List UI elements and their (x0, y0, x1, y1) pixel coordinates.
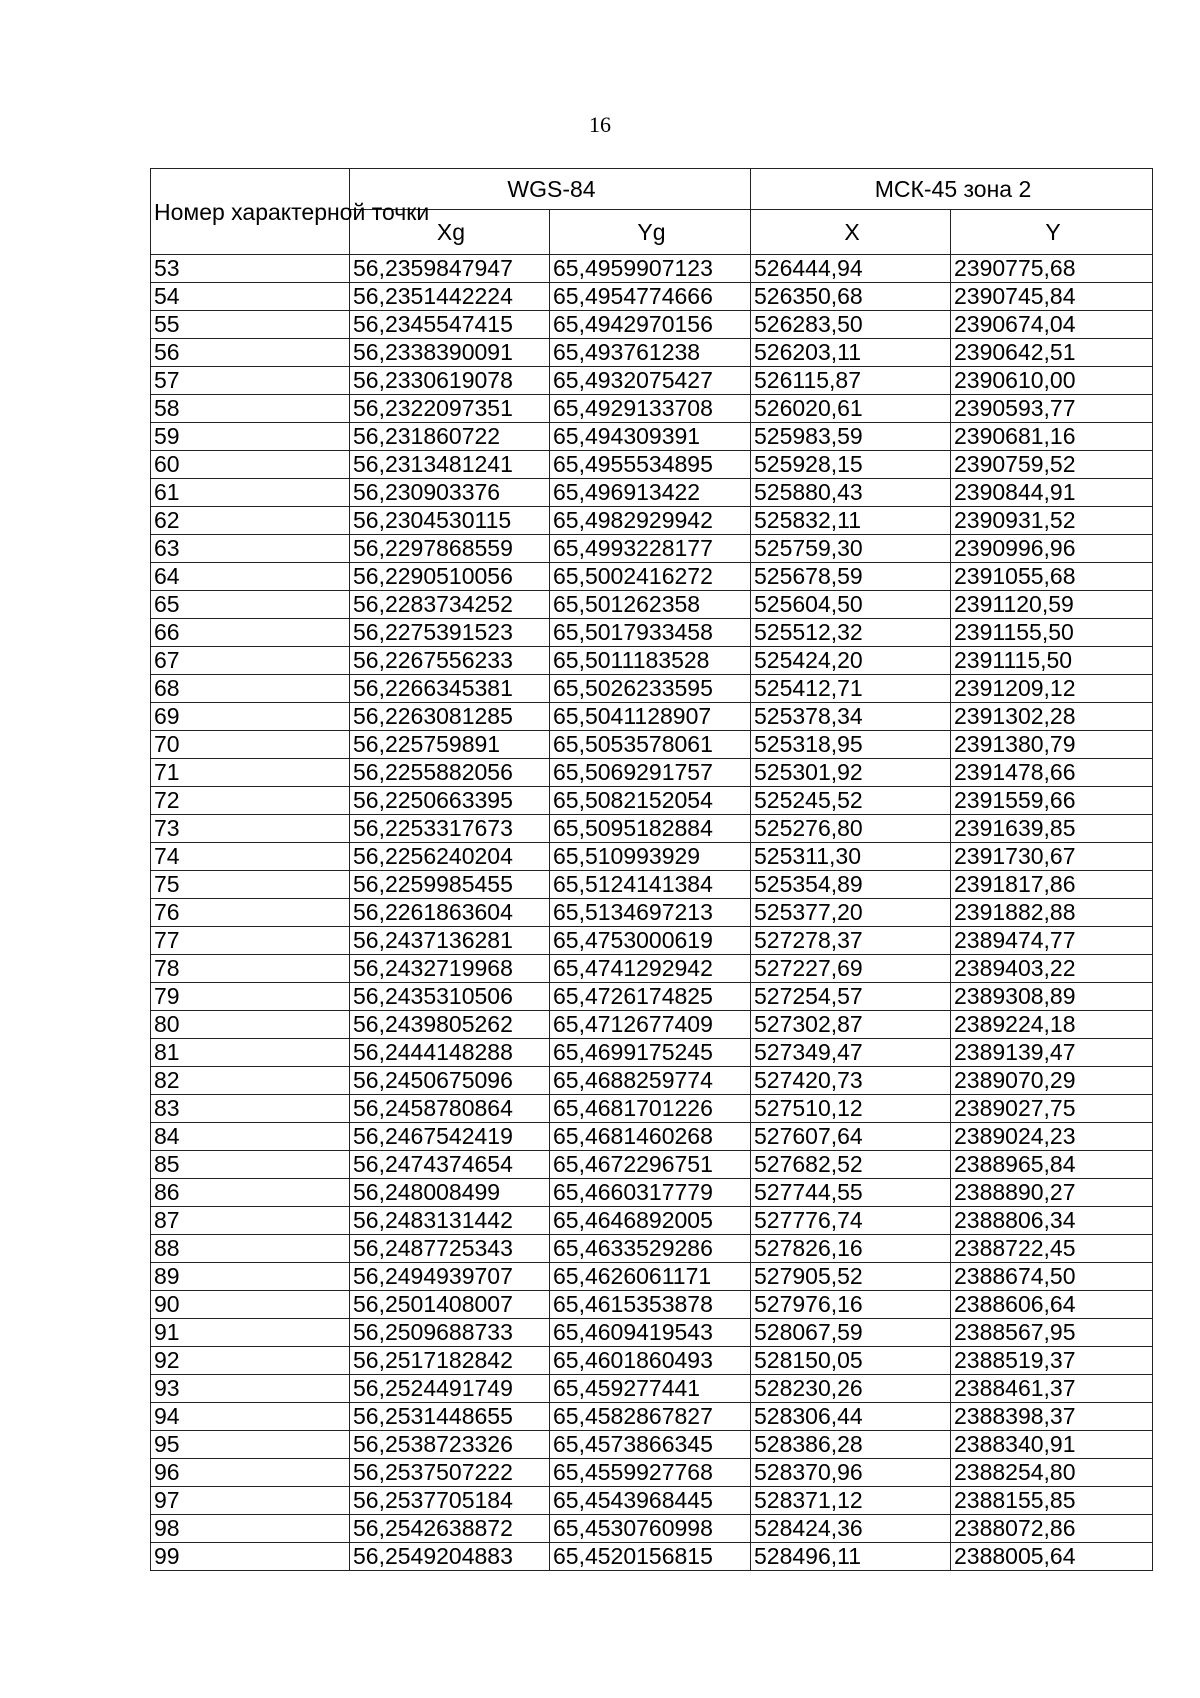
table-row (151, 731, 1153, 759)
cell-point-number: 96 (151, 1459, 350, 1487)
cell-yg: 65,4559927768 (550, 1459, 751, 1487)
cell-xg: 56,2267556233 (350, 647, 550, 675)
cell-point-number: 97 (151, 1487, 350, 1515)
cell-yg: 65,4955534895 (550, 451, 751, 479)
table-row (151, 1039, 1153, 1067)
table-row (151, 1011, 1153, 1039)
table-row (151, 1263, 1153, 1291)
cell-point-number: 95 (151, 1431, 350, 1459)
cell-yg: 65,5124141384 (550, 871, 751, 899)
cell-y: 2391155,50 (951, 619, 1153, 647)
cell-point-number: 59 (151, 423, 350, 451)
table-row (151, 1459, 1153, 1487)
cell-y: 2390593,77 (951, 395, 1153, 423)
cell-yg: 65,4609419543 (550, 1319, 751, 1347)
header-wgs84: WGS-84 (350, 169, 751, 210)
cell-yg: 65,4993228177 (550, 535, 751, 563)
cell-y: 2390844,91 (951, 479, 1153, 507)
cell-xg: 56,2266345381 (350, 675, 550, 703)
table-row (151, 787, 1153, 815)
table-row (151, 311, 1153, 339)
cell-xg: 56,2450675096 (350, 1067, 550, 1095)
table-row (151, 955, 1153, 983)
table-row (151, 815, 1153, 843)
table-row (151, 339, 1153, 367)
cell-x: 525759,30 (751, 535, 951, 563)
cell-xg: 56,248008499 (350, 1179, 550, 1207)
cell-x: 525318,95 (751, 731, 951, 759)
cell-x: 527826,16 (751, 1235, 951, 1263)
cell-x: 526115,87 (751, 367, 951, 395)
cell-xg: 56,2338390091 (350, 339, 550, 367)
cell-y: 2388606,64 (951, 1291, 1153, 1319)
cell-xg: 56,2283734252 (350, 591, 550, 619)
cell-y: 2391817,86 (951, 871, 1153, 899)
cell-yg: 65,4741292942 (550, 955, 751, 983)
cell-x: 525354,89 (751, 871, 951, 899)
cell-point-number: 66 (151, 619, 350, 647)
cell-xg: 56,2444148288 (350, 1039, 550, 1067)
cell-point-number: 68 (151, 675, 350, 703)
header-xg: Xg (350, 210, 550, 255)
table-row (151, 1347, 1153, 1375)
table-row (151, 423, 1153, 451)
table-row (151, 1067, 1153, 1095)
cell-y: 2391115,50 (951, 647, 1153, 675)
cell-y: 2390674,04 (951, 311, 1153, 339)
cell-yg: 65,496913422 (550, 479, 751, 507)
cell-xg: 56,2351442224 (350, 283, 550, 311)
cell-yg: 65,4688259774 (550, 1067, 751, 1095)
cell-yg: 65,4681460268 (550, 1123, 751, 1151)
table-row (151, 535, 1153, 563)
cell-point-number: 82 (151, 1067, 350, 1095)
table-row (151, 899, 1153, 927)
cell-x: 527510,12 (751, 1095, 951, 1123)
table-row (151, 283, 1153, 311)
cell-yg: 65,4573866345 (550, 1431, 751, 1459)
cell-xg: 56,2259985455 (350, 871, 550, 899)
table-body (151, 255, 1153, 1571)
cell-y: 2389308,89 (951, 983, 1153, 1011)
cell-xg: 56,2467542419 (350, 1123, 550, 1151)
cell-x: 527744,55 (751, 1179, 951, 1207)
cell-xg: 56,2304530115 (350, 507, 550, 535)
cell-y: 2388072,86 (951, 1515, 1153, 1543)
table-row (151, 1151, 1153, 1179)
cell-xg: 56,2474374654 (350, 1151, 550, 1179)
cell-yg: 65,5082152054 (550, 787, 751, 815)
cell-y: 2391639,85 (951, 815, 1153, 843)
cell-y: 2388965,84 (951, 1151, 1153, 1179)
cell-xg: 56,2483131442 (350, 1207, 550, 1235)
table-row (151, 507, 1153, 535)
cell-x: 528230,26 (751, 1375, 951, 1403)
cell-xg: 56,2290510056 (350, 563, 550, 591)
table-row (151, 1235, 1153, 1263)
table-row (151, 1487, 1153, 1515)
cell-point-number: 65 (151, 591, 350, 619)
cell-y: 2388806,34 (951, 1207, 1153, 1235)
cell-y: 2391209,12 (951, 675, 1153, 703)
cell-x: 525832,11 (751, 507, 951, 535)
cell-x: 525678,59 (751, 563, 951, 591)
cell-xg: 56,2313481241 (350, 451, 550, 479)
table-row (151, 1319, 1153, 1347)
cell-y: 2391882,88 (951, 899, 1153, 927)
cell-point-number: 87 (151, 1207, 350, 1235)
cell-y: 2388254,80 (951, 1459, 1153, 1487)
cell-xg: 56,231860722 (350, 423, 550, 451)
table-row (151, 1403, 1153, 1431)
cell-x: 526350,68 (751, 283, 951, 311)
cell-xg: 56,2432719968 (350, 955, 550, 983)
cell-xg: 56,2538723326 (350, 1431, 550, 1459)
cell-x: 525378,34 (751, 703, 951, 731)
cell-xg: 56,2542638872 (350, 1515, 550, 1543)
table-row (151, 395, 1153, 423)
cell-x: 525604,50 (751, 591, 951, 619)
cell-y: 2388890,27 (951, 1179, 1153, 1207)
table-row (151, 619, 1153, 647)
cell-x: 528306,44 (751, 1403, 951, 1431)
table-row (151, 1515, 1153, 1543)
cell-point-number: 85 (151, 1151, 350, 1179)
cell-y: 2391120,59 (951, 591, 1153, 619)
cell-yg: 65,5011183528 (550, 647, 751, 675)
cell-y: 2389403,22 (951, 955, 1153, 983)
cell-y: 2390759,52 (951, 451, 1153, 479)
cell-y: 2388674,50 (951, 1263, 1153, 1291)
table-row (151, 1375, 1153, 1403)
cell-yg: 65,4726174825 (550, 983, 751, 1011)
cell-yg: 65,4672296751 (550, 1151, 751, 1179)
cell-point-number: 55 (151, 311, 350, 339)
cell-y: 2388340,91 (951, 1431, 1153, 1459)
cell-y: 2389024,23 (951, 1123, 1153, 1151)
cell-y: 2390996,96 (951, 535, 1153, 563)
cell-x: 528386,28 (751, 1431, 951, 1459)
table-row (151, 927, 1153, 955)
cell-xg: 56,2439805262 (350, 1011, 550, 1039)
cell-y: 2390681,16 (951, 423, 1153, 451)
cell-point-number: 56 (151, 339, 350, 367)
cell-point-number: 57 (151, 367, 350, 395)
table-row (151, 367, 1153, 395)
cell-xg: 56,2261863604 (350, 899, 550, 927)
cell-x: 527976,16 (751, 1291, 951, 1319)
cell-y: 2388461,37 (951, 1375, 1153, 1403)
cell-xg: 56,2537705184 (350, 1487, 550, 1515)
cell-point-number: 90 (151, 1291, 350, 1319)
cell-point-number: 73 (151, 815, 350, 843)
page-number: 16 (589, 112, 611, 137)
cell-yg: 65,4753000619 (550, 927, 751, 955)
cell-xg: 56,2345547415 (350, 311, 550, 339)
cell-x: 525311,30 (751, 843, 951, 871)
cell-xg: 56,2330619078 (350, 367, 550, 395)
cell-point-number: 69 (151, 703, 350, 731)
cell-y: 2391730,67 (951, 843, 1153, 871)
cell-yg: 65,5017933458 (550, 619, 751, 647)
cell-xg: 56,2501408007 (350, 1291, 550, 1319)
cell-y: 2389474,77 (951, 927, 1153, 955)
cell-point-number: 91 (151, 1319, 350, 1347)
cell-xg: 56,2549204883 (350, 1543, 550, 1571)
coordinates-table (150, 168, 1153, 1571)
cell-x: 526444,94 (751, 255, 951, 283)
table-row (151, 759, 1153, 787)
cell-point-number: 92 (151, 1347, 350, 1375)
cell-yg: 65,5041128907 (550, 703, 751, 731)
cell-y: 2391559,66 (951, 787, 1153, 815)
cell-x: 527607,64 (751, 1123, 951, 1151)
cell-x: 525301,92 (751, 759, 951, 787)
cell-yg: 65,5002416272 (550, 563, 751, 591)
cell-xg: 56,2275391523 (350, 619, 550, 647)
cell-yg: 65,4959907123 (550, 255, 751, 283)
cell-point-number: 58 (151, 395, 350, 423)
cell-x: 526203,11 (751, 339, 951, 367)
cell-yg: 65,493761238 (550, 339, 751, 367)
cell-y: 2390745,84 (951, 283, 1153, 311)
table-row (151, 1095, 1153, 1123)
table-row (151, 983, 1153, 1011)
cell-xg: 56,225759891 (350, 731, 550, 759)
header-x: X (751, 210, 951, 255)
table-row (151, 1291, 1153, 1319)
cell-y: 2390610,00 (951, 367, 1153, 395)
cell-xg: 56,2253317673 (350, 815, 550, 843)
cell-point-number: 67 (151, 647, 350, 675)
header-msk45: МСК-45 зона 2 (751, 169, 1153, 210)
cell-xg: 56,2517182842 (350, 1347, 550, 1375)
table-row (151, 451, 1153, 479)
table-row (151, 1543, 1153, 1571)
cell-y: 2390642,51 (951, 339, 1153, 367)
cell-yg: 65,4582867827 (550, 1403, 751, 1431)
cell-xg: 56,2255882056 (350, 759, 550, 787)
cell-x: 527905,52 (751, 1263, 951, 1291)
table-row (151, 1179, 1153, 1207)
cell-point-number: 80 (151, 1011, 350, 1039)
cell-yg: 65,4626061171 (550, 1263, 751, 1291)
cell-y: 2389224,18 (951, 1011, 1153, 1039)
cell-x: 528424,36 (751, 1515, 951, 1543)
cell-yg: 65,4932075427 (550, 367, 751, 395)
table-row (151, 843, 1153, 871)
cell-x: 528496,11 (751, 1543, 951, 1571)
cell-x: 528371,12 (751, 1487, 951, 1515)
cell-point-number: 89 (151, 1263, 350, 1291)
cell-yg: 65,4982929942 (550, 507, 751, 535)
cell-x: 527278,37 (751, 927, 951, 955)
cell-y: 2390775,68 (951, 255, 1153, 283)
cell-y: 2391478,66 (951, 759, 1153, 787)
cell-yg: 65,4929133708 (550, 395, 751, 423)
cell-point-number: 71 (151, 759, 350, 787)
cell-yg: 65,5069291757 (550, 759, 751, 787)
cell-yg: 65,4646892005 (550, 1207, 751, 1235)
cell-y: 2390931,52 (951, 507, 1153, 535)
cell-x: 528150,05 (751, 1347, 951, 1375)
cell-point-number: 72 (151, 787, 350, 815)
cell-yg: 65,5053578061 (550, 731, 751, 759)
cell-x: 525424,20 (751, 647, 951, 675)
cell-point-number: 81 (151, 1039, 350, 1067)
cell-xg: 56,2494939707 (350, 1263, 550, 1291)
cell-yg: 65,510993929 (550, 843, 751, 871)
cell-point-number: 61 (151, 479, 350, 507)
cell-point-number: 63 (151, 535, 350, 563)
cell-xg: 56,2435310506 (350, 983, 550, 1011)
table-row (151, 479, 1153, 507)
cell-yg: 65,5134697213 (550, 899, 751, 927)
cell-point-number: 53 (151, 255, 350, 283)
cell-point-number: 94 (151, 1403, 350, 1431)
cell-yg: 65,5095182884 (550, 815, 751, 843)
cell-point-number: 54 (151, 283, 350, 311)
cell-y: 2388005,64 (951, 1543, 1153, 1571)
cell-point-number: 77 (151, 927, 350, 955)
cell-x: 525377,20 (751, 899, 951, 927)
cell-xg: 56,2531448655 (350, 1403, 550, 1431)
cell-y: 2388722,45 (951, 1235, 1153, 1263)
cell-x: 527776,74 (751, 1207, 951, 1235)
table-row (151, 1207, 1153, 1235)
cell-yg: 65,4954774666 (550, 283, 751, 311)
cell-yg: 65,4530760998 (550, 1515, 751, 1543)
cell-yg: 65,501262358 (550, 591, 751, 619)
table-row (151, 1123, 1153, 1151)
cell-x: 528370,96 (751, 1459, 951, 1487)
cell-y: 2391055,68 (951, 563, 1153, 591)
cell-x: 527302,87 (751, 1011, 951, 1039)
cell-y: 2389027,75 (951, 1095, 1153, 1123)
cell-yg: 65,5026233595 (550, 675, 751, 703)
cell-point-number: 64 (151, 563, 350, 591)
cell-point-number: 76 (151, 899, 350, 927)
cell-yg: 65,459277441 (550, 1375, 751, 1403)
cell-point-number: 88 (151, 1235, 350, 1263)
cell-point-number: 98 (151, 1515, 350, 1543)
cell-y: 2391302,28 (951, 703, 1153, 731)
header-point-number: Номер характерной точки (151, 169, 350, 255)
cell-point-number: 83 (151, 1095, 350, 1123)
cell-point-number: 74 (151, 843, 350, 871)
cell-yg: 65,4633529286 (550, 1235, 751, 1263)
table-row (151, 703, 1153, 731)
cell-point-number: 78 (151, 955, 350, 983)
cell-y: 2388398,37 (951, 1403, 1153, 1431)
cell-x: 525276,80 (751, 815, 951, 843)
table-row (151, 647, 1153, 675)
cell-xg: 56,230903376 (350, 479, 550, 507)
cell-yg: 65,4942970156 (550, 311, 751, 339)
cell-xg: 56,2359847947 (350, 255, 550, 283)
cell-point-number: 84 (151, 1123, 350, 1151)
cell-x: 528067,59 (751, 1319, 951, 1347)
cell-point-number: 75 (151, 871, 350, 899)
cell-yg: 65,4543968445 (550, 1487, 751, 1515)
cell-yg: 65,4660317779 (550, 1179, 751, 1207)
cell-x: 525880,43 (751, 479, 951, 507)
table-row (151, 871, 1153, 899)
cell-xg: 56,2256240204 (350, 843, 550, 871)
cell-x: 527227,69 (751, 955, 951, 983)
table-row (151, 255, 1153, 283)
cell-x: 527349,47 (751, 1039, 951, 1067)
cell-x: 527682,52 (751, 1151, 951, 1179)
cell-point-number: 99 (151, 1543, 350, 1571)
table-row (151, 591, 1153, 619)
cell-y: 2391380,79 (951, 731, 1153, 759)
cell-x: 525983,59 (751, 423, 951, 451)
cell-xg: 56,2487725343 (350, 1235, 550, 1263)
cell-yg: 65,4601860493 (550, 1347, 751, 1375)
cell-xg: 56,2437136281 (350, 927, 550, 955)
cell-point-number: 70 (151, 731, 350, 759)
cell-point-number: 62 (151, 507, 350, 535)
cell-xg: 56,2458780864 (350, 1095, 550, 1123)
cell-x: 526283,50 (751, 311, 951, 339)
cell-point-number: 79 (151, 983, 350, 1011)
cell-xg: 56,2263081285 (350, 703, 550, 731)
table-row (151, 675, 1153, 703)
cell-y: 2388519,37 (951, 1347, 1153, 1375)
cell-y: 2388155,85 (951, 1487, 1153, 1515)
cell-yg: 65,494309391 (550, 423, 751, 451)
cell-xg: 56,2509688733 (350, 1319, 550, 1347)
cell-yg: 65,4520156815 (550, 1543, 751, 1571)
table-header (151, 169, 1153, 255)
cell-xg: 56,2322097351 (350, 395, 550, 423)
cell-point-number: 93 (151, 1375, 350, 1403)
cell-yg: 65,4699175245 (550, 1039, 751, 1067)
cell-xg: 56,2297868559 (350, 535, 550, 563)
cell-x: 526020,61 (751, 395, 951, 423)
cell-x: 525412,71 (751, 675, 951, 703)
cell-xg: 56,2524491749 (350, 1375, 550, 1403)
cell-point-number: 60 (151, 451, 350, 479)
cell-yg: 65,4681701226 (550, 1095, 751, 1123)
header-y: Y (951, 210, 1153, 255)
cell-x: 527254,57 (751, 983, 951, 1011)
cell-yg: 65,4712677409 (550, 1011, 751, 1039)
cell-point-number: 86 (151, 1179, 350, 1207)
header-yg: Yg (550, 210, 751, 255)
cell-xg: 56,2537507222 (350, 1459, 550, 1487)
cell-y: 2389139,47 (951, 1039, 1153, 1067)
cell-x: 525245,52 (751, 787, 951, 815)
cell-x: 527420,73 (751, 1067, 951, 1095)
cell-x: 525928,15 (751, 451, 951, 479)
cell-y: 2388567,95 (951, 1319, 1153, 1347)
cell-x: 525512,32 (751, 619, 951, 647)
cell-xg: 56,2250663395 (350, 787, 550, 815)
cell-yg: 65,4615353878 (550, 1291, 751, 1319)
table-row (151, 563, 1153, 591)
table-row (151, 1431, 1153, 1459)
cell-y: 2389070,29 (951, 1067, 1153, 1095)
